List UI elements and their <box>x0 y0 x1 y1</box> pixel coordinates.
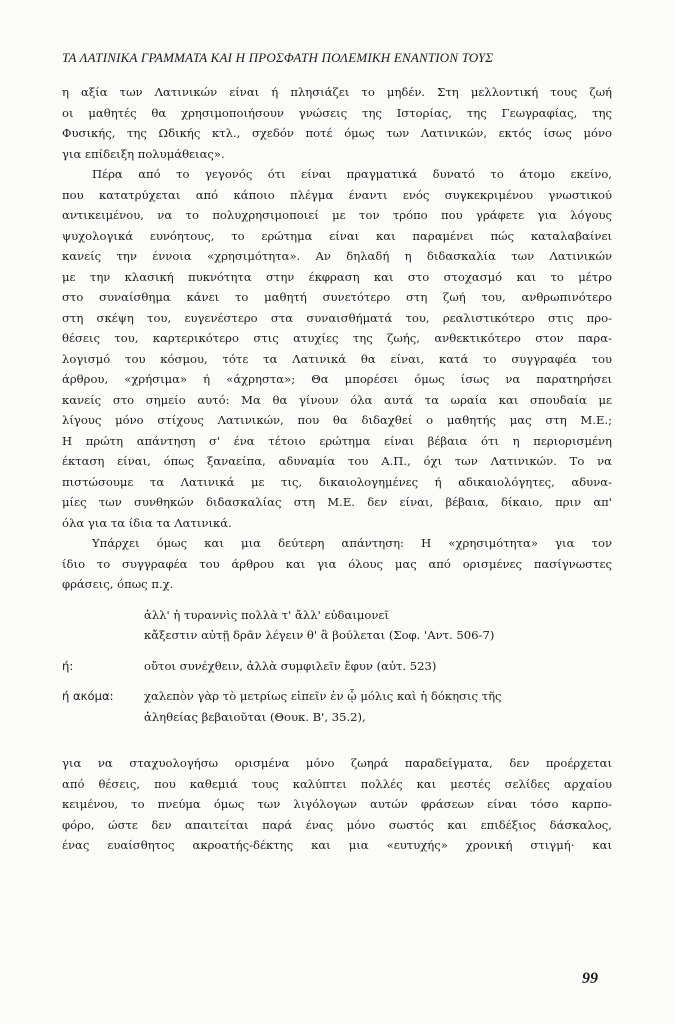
page-number: 99 <box>582 970 598 987</box>
paragraph-2 <box>62 164 612 533</box>
quote-line <box>62 707 612 728</box>
text-line: λογισμό του κόσμου, τότε τα Λατινικά θα είναι, κατά το συγγραφέα του <box>62 351 612 366</box>
quote-line <box>62 656 612 677</box>
text-line: πιστώσουμε τα Λατινικά με τις, δικαιολογημένες ή αδικαιολόγητες, αδυνα- <box>62 474 612 489</box>
quote-text: οὔτοι συνέχθειν, ἀλλὰ συμφιλεῖν ἔφυν (αὐτ. 523) <box>144 658 437 673</box>
text-line: μίες των συνθηκών διδασκαλίας στη Μ.Ε. δεν είναι, βέβαια, δίκαιο, πριν απ' <box>62 495 612 509</box>
text-line: κανείς στο σημείο αυτό: Μα θα γίνουν όλα αυτά τα ωραία και σπουδαία με <box>62 392 612 407</box>
text-line: έκταση είναι, όπως ξαναείπα, αδυναμία του Α.Π., όχι των Λατινικών. Το να <box>62 454 612 468</box>
text-line: λίγους μόνο στίχους Λατινικών, που θα διδαχθεί ο μαθητής μας στη Μ.Ε.; <box>62 413 612 427</box>
text-line: στο συναίσθημα κάνει το μαθητή συνετότερο στη ζωή του, ανθρωπινότερο <box>62 290 612 304</box>
quote-text: κἄξεστιν αὐτῇ δρᾶν λέγειν θ' ἃ βούλεται (Σοφ. 'Αντ. 506-7) <box>144 628 495 642</box>
quote-line <box>62 686 612 707</box>
text-line: Υπάρχει όμως και μια δεύτερη απάντηση: Η «χρησιμότητα» για τον <box>92 536 612 550</box>
text-line: από θέσεις, που καθεμιά τους καλύπτει πολλές και μεστές σελίδες αρχαίου <box>62 776 612 791</box>
quote-text: χαλεπὸν γὰρ τὸ μετρίως εἰπεῖν ἐν ᾧ μόλις καὶ ἡ δόκησις τῆς <box>144 689 502 703</box>
ancient-quotes <box>62 605 612 728</box>
text-line: άρθρου, «χρήσιμα» ή «άχρηστα»; Θα μπορέσει όμως ίσως να παρατηρήσει <box>62 372 612 386</box>
text-line: οι μαθητές θα χρησιμοποιήσουν γνώσεις της Ιστορίας, της Γεωγραφίας, της <box>62 105 612 120</box>
text-line: φόρο, ώστε δεν απαιτείται παρά ένας μόνο σωστός και επιδέξιος δάσκαλος, <box>62 817 612 832</box>
quote-text: ἀλλ' ἡ τυραννὶς πολλὰ τ' ἄλλ' εὐδαιμονεῖ <box>144 607 389 622</box>
text-line: θέσεις του, καρτερικότερο στις ατυχίες της ζωής, ανθεκτικότερο στον παρα- <box>62 331 612 345</box>
text-line: όλα για τα ίδια τα Λατινικά. <box>62 515 232 530</box>
paragraph-4 <box>62 753 612 856</box>
text-line: με την κλασική πυκνότητα στην έκφραση και στο στοχασμό και το μέτρο <box>62 269 612 284</box>
quote-label: ή: <box>62 658 74 673</box>
text-line: για να σταχυολογήσω ορισμένα μόνο ζωηρά παραδείγματα, δεν προέρχεται <box>62 756 612 770</box>
text-line: ένας ευαίσθητος ακροατής-δέκτης και μια «ευτυχής» χρονική στιγμή· και <box>62 838 612 852</box>
text-line: για επίδειξη πολυμάθειας». <box>62 146 225 161</box>
text-line: ίδιο το συγγραφέα του άρθρου και για όλους μας από ορισμένες πασίγνωστες <box>62 556 612 571</box>
paragraph-1 <box>62 82 612 164</box>
text-line: κειμένου, το πνεύμα όμως των λιγόλογων αυτών φράσεων είναι τόσο καρπο- <box>62 797 612 811</box>
body-text <box>62 82 612 856</box>
text-line: ψυχολογικά ευνόητους, το ερώτημα είναι και παραμένει πώς καταλαβαίνει <box>62 228 612 243</box>
quote-text: ἀληθείας βεβαιοῦται (Θουκ. Β', 35.2), <box>144 709 366 724</box>
text-line: Η πρώτη απάντηση σ' ένα τέτοιο ερώτημα είναι βέβαια ότι η περιορισμένη <box>62 433 612 448</box>
running-head: ΤΑ ΛΑΤΙΝΙΚΑ ΓΡΑΜΜΑΤΑ ΚΑΙ Η ΠΡΟΣΦΑΤΗ ΠΟΛΕΜΙΚΗ ΕΝΑΝΤΙΟΝ ΤΟΥΣ <box>62 50 494 65</box>
paragraph-3 <box>62 533 612 595</box>
text-line: που κατατρύχεται από κάποιο πλέγμα έναντι ενός συγκεκριμένου γνωστικού <box>62 187 612 202</box>
text-line: στη σκέψη του, ευγενέστερο στα συναισθήματά του, ρεαλιστικότερο στις προ- <box>62 310 612 325</box>
text-line: η αξία των Λατινικών είναι ή πλησιάζει το μηδέν. Στη μελλοντική τους ζωή <box>62 85 612 99</box>
text-line: κανείς την έννοια «χρησιμότητα». Αν δηλαδή η διδασκαλία των Λατινικών <box>62 249 612 263</box>
text-line: Πέρα από το γεγονός ότι είναι πραγματικά δυνατό το άτομο εκείνο, <box>92 167 612 181</box>
text-line: Φυσικής, της Ωδικής κτλ., σχεδόν ποτέ όμως των Λατινικών, εκτός ίσως μόνο <box>62 126 612 140</box>
quote-line <box>62 625 612 646</box>
text-line: φράσεις, όπως π.χ. <box>62 577 174 591</box>
text-line: αντικειμένου, να το πολυχρησιμοποιεί με τον τρόπο που γράφετε για λόγους <box>62 208 612 222</box>
quote-line <box>62 605 612 626</box>
quote-label: ή ακόμα: <box>62 689 114 703</box>
